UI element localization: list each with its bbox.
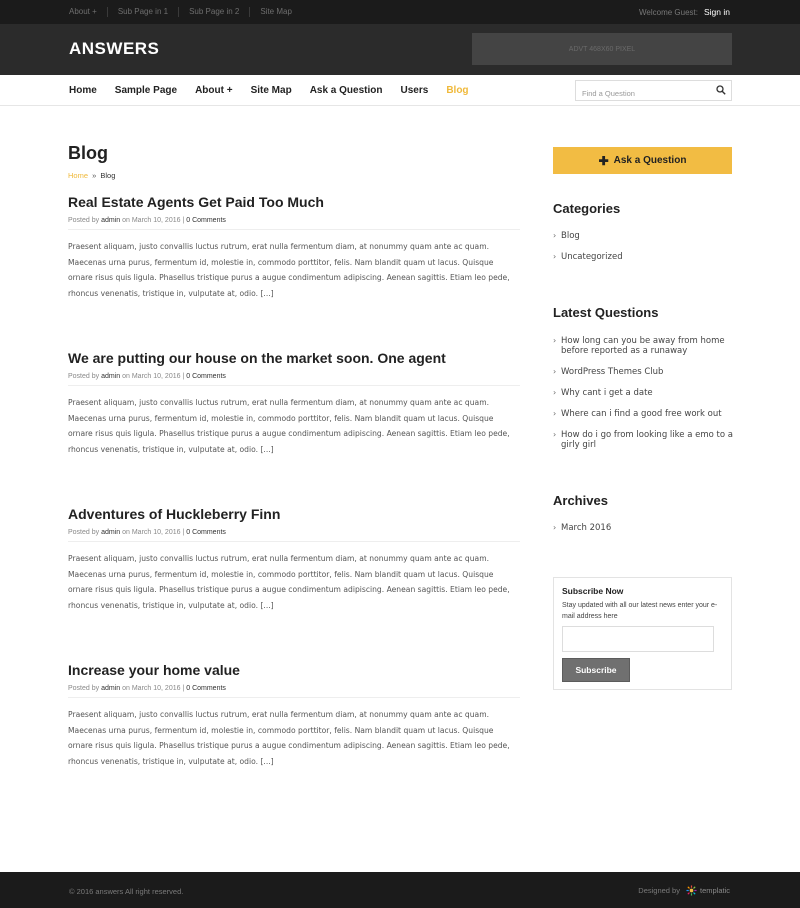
- blog-post: [68, 349, 520, 458]
- archives-list: [553, 523, 733, 533]
- welcome-text: Welcome Guest:: [639, 7, 698, 17]
- templatic-logo-icon[interactable]: [686, 885, 697, 896]
- meta-separator: |: [182, 685, 185, 692]
- site-logo[interactable]: ANSWERS: [69, 39, 160, 58]
- read-more-link[interactable]: [...]: [260, 445, 274, 455]
- nav-item-about[interactable]: About +: [195, 84, 233, 96]
- posted-by-label: Posted by: [68, 685, 100, 692]
- main-navigation: [0, 75, 800, 106]
- top-link-sub-page-1[interactable]: Sub Page in 1: [118, 7, 179, 17]
- post-comments-link[interactable]: 0 Comments: [186, 373, 226, 380]
- nav-item-blog[interactable]: Blog: [446, 84, 469, 96]
- user-greeting: [639, 0, 730, 24]
- post-excerpt: [68, 395, 520, 458]
- read-more-link[interactable]: [...]: [260, 601, 274, 611]
- post-date: on March 10, 2016: [122, 685, 181, 692]
- subscribe-widget: [553, 577, 732, 690]
- categories-list: [553, 231, 733, 262]
- post-excerpt-text: Praesent aliquam, justo convallis luctus rutrum, erat nulla fermentum diam, at nonummy quam ante ac quam. Maecenas urna purus, fermentum id, molestie in, commodo porttitor, felis. Nam blandit quam ut lacus. Quisque ornare risus quis ligula. Phasellus tristique purus a augue condimentum adipiscing. Aenean sagittis. Etiam leo pede, rhoncus venenatis, tristique in, vulputate at, odio.: [68, 554, 510, 611]
- post-date: on March 10, 2016: [122, 217, 181, 224]
- posted-by-label: Posted by: [68, 217, 100, 224]
- plus-icon: ✚: [598, 153, 609, 168]
- post-author-link[interactable]: admin: [101, 685, 121, 692]
- post-excerpt: [68, 551, 520, 614]
- nav-item-users[interactable]: Users: [400, 84, 429, 96]
- post-meta: [68, 217, 520, 230]
- posted-by-label: Posted by: [68, 373, 100, 380]
- latest-question-label: How long can you be away from home before reported as a runaway: [561, 336, 725, 356]
- blog-post: [68, 193, 520, 302]
- latest-questions-list: [553, 336, 733, 450]
- latest-question-item[interactable]: [553, 430, 733, 450]
- post-author-link[interactable]: admin: [101, 373, 121, 380]
- chevron-right-icon: ›: [553, 523, 557, 532]
- post-author-link[interactable]: admin: [101, 529, 121, 536]
- meta-separator: |: [182, 529, 185, 536]
- post-author-link[interactable]: admin: [101, 217, 121, 224]
- read-more-link[interactable]: [...]: [260, 757, 274, 767]
- designed-by: [638, 885, 730, 896]
- chevron-right-icon: ›: [553, 388, 557, 397]
- breadcrumb: [68, 171, 115, 180]
- search-icon[interactable]: [716, 85, 726, 95]
- archive-item[interactable]: [553, 523, 733, 533]
- post-comments-link[interactable]: 0 Comments: [186, 529, 226, 536]
- designed-by-label: Designed by: [638, 886, 680, 895]
- meta-separator: |: [182, 217, 185, 224]
- chevron-right-icon: ›: [553, 252, 557, 261]
- top-link-site-map[interactable]: Site Map: [260, 7, 292, 16]
- archive-label: March 2016: [561, 523, 612, 533]
- top-nav: [69, 0, 312, 24]
- templatic-brand[interactable]: templatic: [699, 886, 730, 895]
- latest-question-label: Where can i find a good free work out: [561, 409, 722, 419]
- post-meta: [68, 685, 520, 698]
- latest-questions-title: Latest Questions: [553, 305, 659, 320]
- latest-question-item[interactable]: [553, 388, 733, 398]
- subscribe-title: Subscribe Now: [562, 586, 624, 596]
- category-label: Blog: [561, 231, 580, 241]
- ask-question-label: Ask a Question: [613, 155, 687, 166]
- post-date: on March 10, 2016: [122, 373, 181, 380]
- subscribe-button[interactable]: Subscribe: [562, 658, 630, 682]
- sign-in-link[interactable]: Sign in: [704, 7, 730, 17]
- categories-title: Categories: [553, 201, 621, 216]
- latest-question-item[interactable]: [553, 409, 733, 419]
- latest-question-label: WordPress Themes Club: [561, 367, 664, 377]
- copyright-text: © 2016 answers All right reserved.: [69, 887, 184, 896]
- latest-question-item[interactable]: [553, 367, 733, 377]
- latest-question-label: How do i go from looking like a emo to a girly girl: [561, 430, 733, 450]
- nav-item-home[interactable]: Home: [69, 84, 97, 96]
- category-item[interactable]: [553, 252, 733, 262]
- post-excerpt-text: Praesent aliquam, justo convallis luctus rutrum, erat nulla fermentum diam, at nonummy quam ante ac quam. Maecenas urna purus, fermentum id, molestie in, commodo porttitor, felis. Nam blandit quam ut lacus. Quisque ornare risus quis ligula. Phasellus tristique purus a augue condimentum adipiscing. Aenean sagittis. Etiam leo pede, rhoncus venenatis, tristique in, vulputate at, odio.: [68, 242, 510, 299]
- post-title[interactable]: We are putting our house on the market soon. One agent: [68, 350, 446, 366]
- chevron-right-icon: ›: [553, 231, 557, 240]
- meta-separator: |: [182, 373, 185, 380]
- post-excerpt-text: Praesent aliquam, justo convallis luctus rutrum, erat nulla fermentum diam, at nonummy quam ante ac quam. Maecenas urna purus, fermentum id, molestie in, commodo porttitor, felis. Nam blandit quam ut lacus. Quisque ornare risus quis ligula. Phasellus tristique purus a augue condimentum adipiscing. Aenean sagittis. Etiam leo pede, rhoncus venenatis, tristique in, vulputate at, odio.: [68, 710, 510, 767]
- category-item[interactable]: [553, 231, 733, 241]
- chevron-right-icon: ›: [553, 409, 557, 418]
- search-box: [575, 80, 732, 101]
- latest-question-item[interactable]: [553, 336, 733, 356]
- chevron-right-icon: ›: [553, 430, 557, 439]
- post-date: on March 10, 2016: [122, 529, 181, 536]
- post-excerpt-text: Praesent aliquam, justo convallis luctus rutrum, erat nulla fermentum diam, at nonummy quam ante ac quam. Maecenas urna purus, fermentum id, molestie in, commodo porttitor, felis. Nam blandit quam ut lacus. Quisque ornare risus quis ligula. Phasellus tristique purus a augue condimentum adipiscing. Aenean sagittis. Etiam leo pede, rhoncus venenatis, tristique in, vulputate at, odio.: [68, 398, 510, 455]
- archives-title: Archives: [553, 493, 608, 508]
- read-more-link[interactable]: [...]: [260, 289, 274, 299]
- blog-post: [68, 661, 520, 770]
- nav-item-sample-page[interactable]: Sample Page: [114, 84, 178, 96]
- site-header: [0, 24, 800, 75]
- ask-question-button[interactable]: [553, 147, 732, 174]
- chevron-right-icon: ›: [553, 367, 557, 376]
- post-comments-link[interactable]: 0 Comments: [186, 685, 226, 692]
- nav-item-ask-a-question[interactable]: Ask a Question: [309, 84, 383, 96]
- site-footer: [0, 872, 800, 908]
- main-menu: [69, 75, 487, 105]
- breadcrumb-current: Blog: [100, 171, 116, 180]
- breadcrumb-separator: »: [92, 171, 97, 180]
- post-title[interactable]: Increase your home value: [68, 662, 240, 678]
- top-utility-bar: [0, 0, 800, 24]
- nav-item-site-map[interactable]: Site Map: [250, 84, 292, 96]
- post-meta: [68, 529, 520, 542]
- blog-post: [68, 505, 520, 614]
- category-label: Uncategorized: [561, 252, 623, 262]
- post-excerpt: [68, 707, 520, 770]
- chevron-right-icon: ›: [553, 336, 557, 345]
- subscribe-email-input[interactable]: [562, 626, 714, 652]
- latest-question-label: Why cant i get a date: [561, 388, 653, 398]
- post-meta: [68, 373, 520, 386]
- post-title[interactable]: Real Estate Agents Get Paid Too Much: [68, 194, 324, 210]
- posted-by-label: Posted by: [68, 529, 100, 536]
- advert-banner[interactable]: ADVT 468X60 PIXEL: [472, 33, 732, 65]
- breadcrumb-home-link[interactable]: Home: [68, 171, 89, 180]
- top-link-about[interactable]: About +: [69, 7, 108, 17]
- page-title: Blog: [68, 143, 108, 163]
- post-excerpt: [68, 239, 520, 302]
- subscribe-description: Stay updated with all our latest news enter your e-mail address here: [562, 602, 718, 620]
- post-title[interactable]: Adventures of Huckleberry Finn: [68, 506, 281, 522]
- search-input[interactable]: [576, 84, 706, 103]
- top-link-sub-page-2[interactable]: Sub Page in 2: [189, 7, 250, 17]
- post-comments-link[interactable]: 0 Comments: [186, 217, 226, 224]
